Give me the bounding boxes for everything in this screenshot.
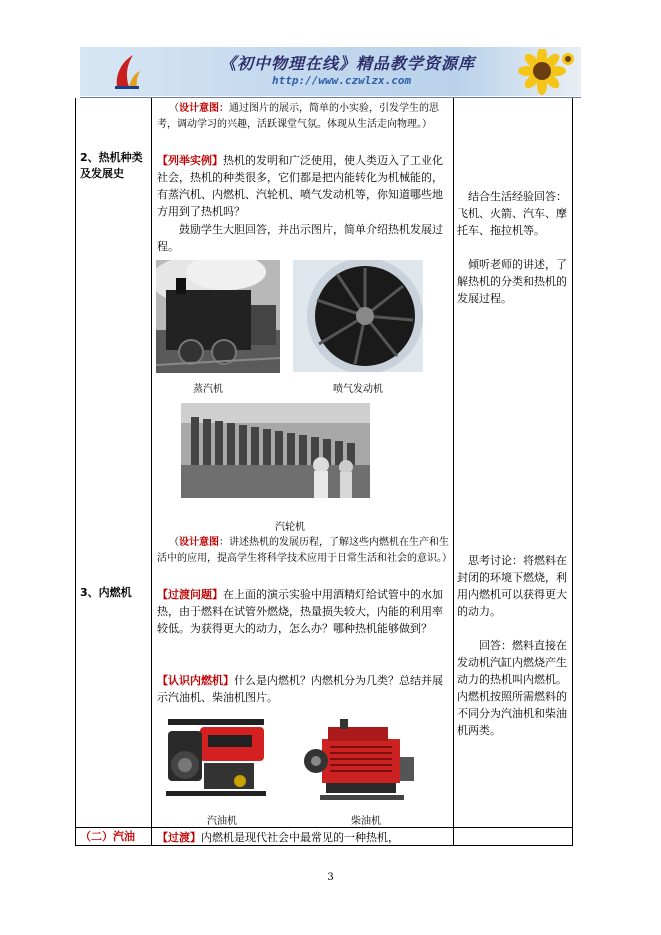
caption-steam-turbine: 汽轮机 xyxy=(275,522,305,533)
caption-steam-engine: 蒸汽机 xyxy=(193,384,223,395)
table-border-right xyxy=(572,98,573,846)
header-banner xyxy=(80,47,581,96)
steam-turbine-photo xyxy=(181,403,370,498)
design-intent-label: 设计意图： xyxy=(179,103,229,114)
caption-gasoline-engine: 汽油机 xyxy=(207,816,237,827)
example-paragraph xyxy=(157,152,449,220)
transition-label: 【过渡】 xyxy=(157,831,201,844)
example-label: 【列举实例】 xyxy=(157,154,223,167)
transition-question-paragraph: 【过渡问题】在上面的演示实验中用酒精灯给试管中的水加热，由于燃料在试管外燃烧，热量损失较大，内能的利用率较低。为获得更大的动力，怎么办？哪种热机能够做到？ xyxy=(157,588,443,635)
student-activity-answer: 结合生活经验回答：飞机、火箭、汽车、摩托车、拖拉机等。 xyxy=(457,190,567,237)
design-intent-note-2: （设计意图：讲述热机的发展历程，了解这些内燃机在生产和生活中的应用，提高学生将科学技术应用于日常生活和社会的意识。） xyxy=(157,537,452,564)
design-intent-note: （设计意图：通过图片的展示，简单的小实验，引发学生的思考，调动学习的兴趣，活跃课堂气氛。体现从生活走向物理。） xyxy=(157,103,439,130)
banner-url: http://www.czwlzx.com xyxy=(272,74,412,87)
banner-divider xyxy=(80,97,581,98)
section-heading-gasoline: （二）汽油 xyxy=(80,830,135,843)
steam-engine-photo xyxy=(156,260,280,373)
design-intent-text: 通过图片的展示，简单的小实验，引发学生的思考，调动学习的兴趣，活跃课堂气氛。体现从生活走向物理。） xyxy=(157,103,439,130)
section-heading-internal-combustion: 3、内燃机 xyxy=(80,586,132,599)
caption-diesel-engine: 柴油机 xyxy=(351,816,381,827)
gasoline-engine-photo xyxy=(160,713,272,803)
table-border-col1 xyxy=(151,98,152,846)
page-number: 3 xyxy=(327,872,334,883)
know-engine-label: 【认识内燃机】 xyxy=(157,674,234,687)
jet-engine-photo xyxy=(293,260,423,372)
section-heading-heat-engine-types: 2、热机种类及发展史 xyxy=(80,151,143,180)
transition-question-label: 【过渡问题】 xyxy=(157,588,223,601)
student-answer-engine-definition: 回答：燃料直接在发动机汽缸内燃烧产生动力的热机叫内燃机。内燃机按照所需燃料的不同分为汽油机和柴油机两类。 xyxy=(457,639,567,737)
table-row-divider xyxy=(75,827,573,828)
diesel-engine-photo xyxy=(302,717,420,807)
transition-paragraph-gasoline: 【过渡】内燃机是现代社会中最常见的一种热机， xyxy=(157,831,399,844)
banner-title: 《初中物理在线》精品教学资源库 xyxy=(220,54,476,73)
student-activity-listen: 倾听老师的讲述，了解热机的分类和热机的发展过程。 xyxy=(457,258,567,305)
design-intent-label-2: 设计意图 xyxy=(179,537,219,548)
know-engine-paragraph: 【认识内燃机】什么是内燃机？内燃机分为几类？总结并展示汽油机、柴油机图片。 xyxy=(157,674,443,704)
caption-jet-engine: 喷气发动机 xyxy=(333,384,383,395)
table-border-left xyxy=(75,98,76,846)
sunflower-icon xyxy=(516,49,576,95)
encourage-paragraph: 鼓励学生大胆回答，并出示图片，简单介绍热机发展过程。 xyxy=(157,223,443,253)
example-text: 热机的发明和广泛使用，使人类迈入了工业化社会，热机的种类很多，它们都是把内能转化为机械能的，有蒸汽机、内燃机、汽轮机、喷气发动机等，你知道哪些地方用到了热机吗？ xyxy=(157,154,443,218)
table-border-col2 xyxy=(453,98,454,846)
student-think-discuss: 思考讨论：将燃料在封闭的环境下燃烧，利用内燃机可以获得更大的动力。 xyxy=(457,554,567,618)
site-logo-icon xyxy=(113,53,141,89)
